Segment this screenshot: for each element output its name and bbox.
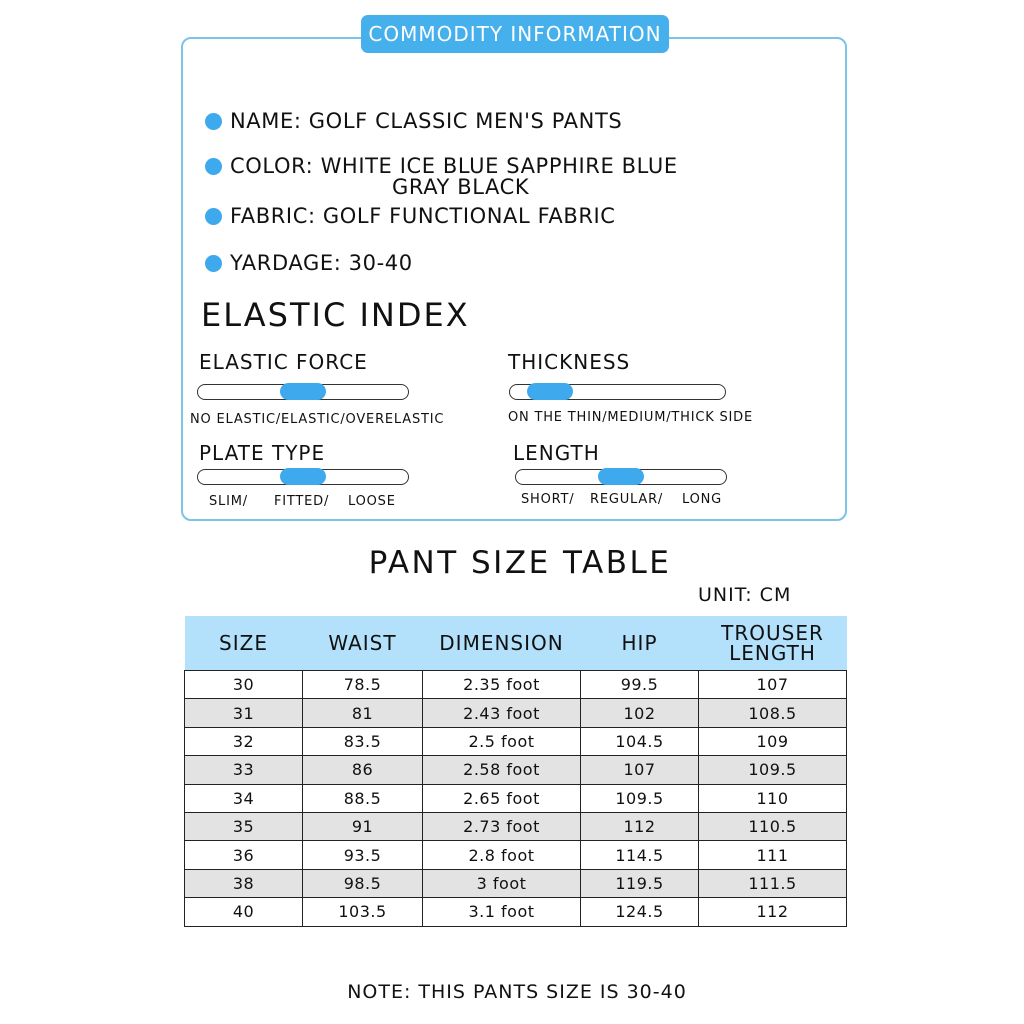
plate-type-option-fitted: FITTED/ — [274, 494, 330, 509]
thickness-label: THICKNESS — [508, 350, 631, 374]
name-text: NAME: GOLF CLASSIC MEN'S PANTS — [230, 109, 623, 133]
table-row — [185, 671, 847, 699]
length-scale — [515, 469, 727, 485]
size-table — [184, 616, 847, 927]
plate-type-option-slim: SLIM/ — [209, 494, 248, 509]
cell-waist: 78.5 — [303, 671, 423, 699]
table-row — [185, 784, 847, 812]
cell-dimension: 2.5 foot — [423, 727, 581, 755]
table-row — [185, 898, 847, 926]
elastic-force-indicator — [280, 383, 326, 400]
bullet-dot-icon — [205, 255, 222, 272]
cell-waist: 81 — [303, 699, 423, 727]
cell-size: 38 — [185, 869, 303, 897]
cell-hip: 99.5 — [581, 671, 699, 699]
header-hip: HIP — [581, 616, 699, 671]
plate-type-label: PLATE TYPE — [199, 441, 326, 465]
table-row — [185, 812, 847, 840]
table-row — [185, 841, 847, 869]
cell-trouser-length: 110 — [699, 784, 847, 812]
color-text-line1: COLOR: WHITE ICE BLUE SAPPHIRE BLUE — [230, 154, 678, 178]
cell-waist: 91 — [303, 812, 423, 840]
table-row — [185, 756, 847, 784]
color-row — [205, 154, 678, 199]
cell-hip: 107 — [581, 756, 699, 784]
cell-size: 32 — [185, 727, 303, 755]
cell-dimension: 2.65 foot — [423, 784, 581, 812]
unit-label: UNIT: CM — [698, 584, 792, 606]
name-row — [205, 109, 622, 133]
cell-hip: 114.5 — [581, 841, 699, 869]
cell-dimension: 3 foot — [423, 869, 581, 897]
cell-size: 31 — [185, 699, 303, 727]
yardage-row — [205, 251, 413, 275]
cell-waist: 98.5 — [303, 869, 423, 897]
fabric-row — [205, 204, 616, 228]
header-size: SIZE — [185, 616, 303, 671]
cell-dimension: 2.8 foot — [423, 841, 581, 869]
cell-size: 40 — [185, 898, 303, 926]
cell-trouser-length: 111.5 — [699, 869, 847, 897]
color-text-line2: GRAY BLACK — [392, 175, 530, 199]
cell-hip: 119.5 — [581, 869, 699, 897]
cell-hip: 124.5 — [581, 898, 699, 926]
cell-trouser-length: 110.5 — [699, 812, 847, 840]
thickness-options: ON THE THIN/MEDIUM/THICK SIDE — [508, 410, 753, 425]
bullet-dot-icon — [205, 113, 222, 130]
table-row — [185, 869, 847, 897]
cell-waist: 86 — [303, 756, 423, 784]
length-option-regular: REGULAR/ — [590, 492, 664, 507]
bullet-dot-icon — [205, 208, 222, 225]
cell-hip: 112 — [581, 812, 699, 840]
elastic-index-title: ELASTIC INDEX — [201, 296, 470, 334]
thickness-scale — [509, 384, 726, 400]
cell-trouser-length: 112 — [699, 898, 847, 926]
table-row — [185, 727, 847, 755]
cell-waist: 103.5 — [303, 898, 423, 926]
cell-trouser-length: 109.5 — [699, 756, 847, 784]
cell-size: 35 — [185, 812, 303, 840]
fabric-text: FABRIC: GOLF FUNCTIONAL FABRIC — [230, 204, 616, 228]
header-waist: WAIST — [303, 616, 423, 671]
length-indicator — [598, 468, 644, 485]
cell-size: 33 — [185, 756, 303, 784]
cell-dimension: 2.58 foot — [423, 756, 581, 784]
plate-type-option-loose: LOOSE — [348, 494, 396, 509]
elastic-force-scale — [197, 384, 409, 400]
cell-dimension: 2.73 foot — [423, 812, 581, 840]
yardage-text: YARDAGE: 30-40 — [230, 251, 413, 275]
cell-trouser-length: 108.5 — [699, 699, 847, 727]
header-dimension: DIMENSION — [423, 616, 581, 671]
cell-waist: 83.5 — [303, 727, 423, 755]
cell-trouser-length: 109 — [699, 727, 847, 755]
cell-dimension: 3.1 foot — [423, 898, 581, 926]
size-note: NOTE: THIS PANTS SIZE IS 30-40 — [347, 981, 687, 1003]
length-option-long: LONG — [682, 492, 723, 507]
cell-hip: 109.5 — [581, 784, 699, 812]
cell-dimension: 2.35 foot — [423, 671, 581, 699]
cell-hip: 104.5 — [581, 727, 699, 755]
cell-waist: 93.5 — [303, 841, 423, 869]
elastic-force-label: ELASTIC FORCE — [199, 350, 368, 374]
cell-size: 34 — [185, 784, 303, 812]
cell-hip: 102 — [581, 699, 699, 727]
bullet-dot-icon — [205, 158, 222, 175]
length-option-short: SHORT/ — [521, 492, 575, 507]
thickness-indicator — [527, 383, 573, 400]
cell-trouser-length: 111 — [699, 841, 847, 869]
commodity-info-badge: COMMODITY INFORMATION — [361, 15, 669, 53]
cell-size: 30 — [185, 671, 303, 699]
elastic-force-options: NO ELASTIC/ELASTIC/OVERELASTIC — [190, 412, 445, 427]
cell-waist: 88.5 — [303, 784, 423, 812]
header-trouser-length: TROUSER LENGTH — [699, 616, 847, 671]
cell-size: 36 — [185, 841, 303, 869]
length-label: LENGTH — [513, 441, 600, 465]
table-row — [185, 699, 847, 727]
plate-type-scale — [197, 469, 409, 485]
plate-type-indicator — [280, 468, 326, 485]
cell-dimension: 2.43 foot — [423, 699, 581, 727]
cell-trouser-length: 107 — [699, 671, 847, 699]
size-table-header — [185, 616, 847, 671]
size-table-title: PANT SIZE TABLE — [368, 545, 672, 581]
